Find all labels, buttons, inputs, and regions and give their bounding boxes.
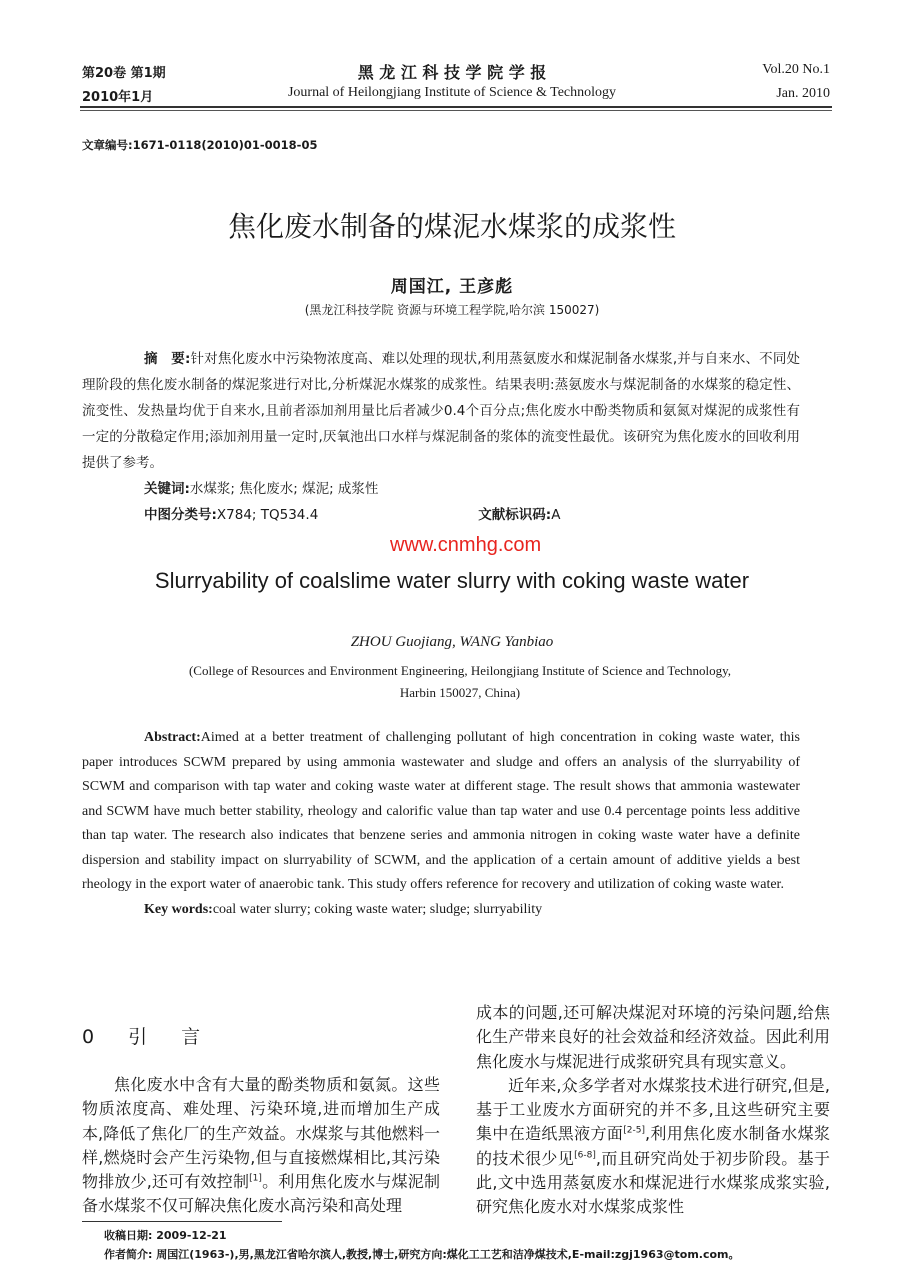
citation: [6-8] [574, 1150, 596, 1161]
abstract-label: 摘 要: [144, 351, 191, 367]
text: 焦化废水中含有大量的酚类物质和氨氮。这些物质浓度高、难处理、污染环境,进而增加生产成本,降低了焦化厂的生产效益。水煤浆与其他燃料一样,燃烧时会产生污染物,但与直接燃煤相比,其污染物排放少,还可有效控制 [82, 1075, 440, 1192]
article-id: 文章编号:1671-0118(2010)01-0018-05 [82, 138, 318, 152]
abstract-en-block [82, 726, 800, 922]
affiliation-cn: (黑龙江科技学院 资源与环境工程学院,哈尔滨 150027) [304, 303, 600, 317]
abstract-cn [82, 346, 800, 528]
keywords-en-label: Key words: [144, 901, 213, 917]
authors-cn: 周国江, 王彦彪 [390, 277, 514, 297]
volume-cn: 第20卷 第1期 [82, 66, 166, 81]
text: ,而且研究尚处于初步阶段。基于此,文中选用蒸氨废水和煤泥进行水煤浆成浆实验,研究焦化废水对水煤浆成浆性 [476, 1148, 830, 1217]
affiliation-en-line1: (College of Resources and Environment Engineering, Heilongjiang Institute of Science and Technology, [188, 663, 732, 678]
author-bio: 作者简介: 周国江(1963-),男,黑龙江省哈尔滨人,教授,博士,研究方向:煤化工工艺和洁净煤技术,E-mail:zgj1963@tom.com。 [104, 1248, 740, 1261]
keywords-label: 关键词: [144, 481, 190, 497]
abstract-en-label: Abstract: [144, 730, 201, 745]
keywords-en-text: coal water slurry; coking waste water; sludge; slurryability [212, 901, 543, 917]
title-cn: 焦化废水制备的煤泥水煤浆的成浆性 [227, 210, 676, 243]
date-en: Jan. 2010 [776, 86, 830, 101]
abstract-en-text: Aimed at a better treatment of challenging pollutant of high concentration in coking waste water, this paper introduces SCWM prepared by using ammonia wastewater and sludge and offers an analysis of the slurryability of SCWM and comparison with tap water and coking waste water at different stage. The result shows that ammonia wastewater and SCWM have much better stability, rheology and calorific value than tap water and use 0.4 percentage points less additive than tap water. The research also indicates that benzene series and ammonia nitrogen in coking waste water have a definite dispersion and stability impact on slurryability of SCWM, and the application of a certain amount of additive yields a best rheology in the export water of anaerobic tank. This study offers reference for recovery and utilization of coking waste water. [82, 730, 800, 892]
affiliation-en-line2: Harbin 150027, China) [399, 685, 521, 700]
left-paragraph [82, 1073, 440, 1219]
keywords: 水煤浆; 焦化废水; 煤泥; 成浆性 [189, 481, 379, 497]
right-column [476, 1001, 830, 1220]
text: 。利用焦化废水与煤泥制备水煤浆不仅可解决焦化废水高污染和高处理 [82, 1172, 440, 1216]
doc-code-label: 文献标识码: [478, 507, 552, 523]
abstract-text: 针对焦化废水中污染物浓度高、难以处理的现状,利用蒸氨废水和煤泥制备水煤浆,并与自来水、不同处理阶段的焦化废水制备的煤泥浆进行对比,分析煤泥水煤浆的成浆性。结果表明:蒸氨废水与煤泥制备的水煤浆的稳定性、流变性、发热量均优于自来水,且前者添加剂用量比后者减少0.4个百分点;焦化废水中酚类物质和氨氮对煤泥的成浆性有一定的分散稳定作用;添加剂用量一定时,厌氧池出口水样与煤泥制备的浆体的流变性最优。该研究为焦化废水的回收利用提供了参考。 [82, 351, 800, 471]
citation: [2-5] [623, 1126, 645, 1137]
text: 近年来,众多学者对水煤浆技术进行研究,但是,基于工业废水方面研究的并不多,且这些研究主要集中在造纸黑液方面 [476, 1075, 830, 1144]
right-paragraph-0: 成本的问题,还可解决煤泥对环境的污染问题,给焦化生产带来良好的社会效益和经济效益。因此利用焦化废水与煤泥进行成浆研究具有现实意义。 [476, 1003, 830, 1071]
clc-label: 中图分类号: [144, 507, 217, 523]
journal-name-en: Journal of Heilongjiang Institute of Science & Technology [287, 85, 617, 100]
citation: [1] [249, 1173, 262, 1184]
text: ,利用焦化废水制备水煤浆的技术很少见 [476, 1124, 830, 1168]
doc-code: A [551, 507, 561, 523]
header-rule [80, 106, 832, 108]
journal-name-cn: 黑 龙 江 科 技 学 院 学 报 [357, 63, 547, 82]
affiliation-en [150, 660, 770, 704]
volume-en: Vol.20 No.1 [762, 62, 830, 77]
footnote-rule [82, 1221, 282, 1222]
clc: X784; TQ534.4 [216, 507, 319, 523]
date-cn: 2010年1月 [82, 90, 154, 105]
authors-en: ZHOU Guojiang, WANG Yanbiao [350, 634, 554, 650]
header-rule-thin [80, 110, 832, 111]
received-date: 收稿日期: 2009-12-21 [104, 1229, 227, 1242]
right-paragraph-1 [476, 1074, 830, 1220]
watermark: www.cnmhg.com [390, 534, 542, 556]
title-en: Slurryability of coalslime water slurry with coking waste water [154, 568, 750, 593]
abstract-en [82, 726, 800, 898]
section-heading: 0 引 言 [82, 1026, 215, 1048]
keywords-en [82, 898, 800, 923]
